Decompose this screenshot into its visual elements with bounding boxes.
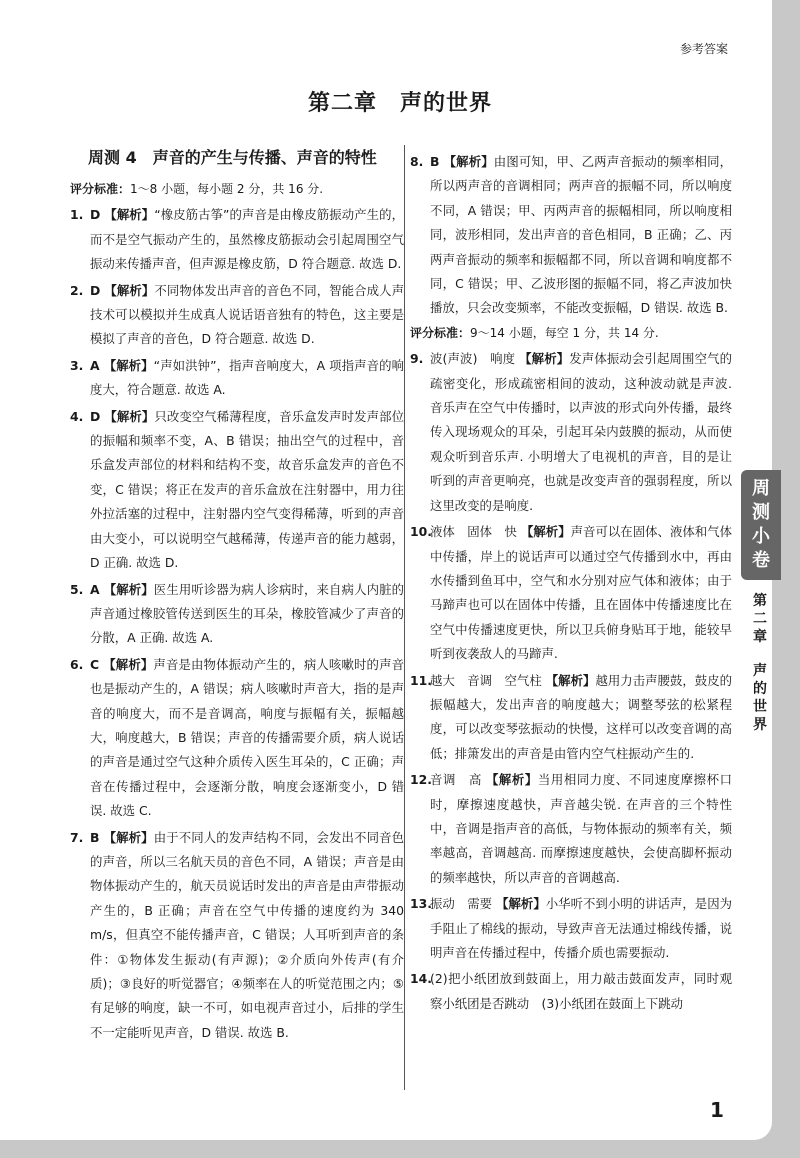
answer-item [70,653,404,824]
analysis-tag: 【解析】 [485,772,538,788]
side-chapter-label: 第二章 声的世界 [753,593,767,733]
answer-number: 6. [70,656,84,672]
answer-explanation: “橡皮筋古筝”的声音是由橡皮筋振动产生的，而不是空气振动产生的，虽然橡皮筋振动会引起周围空气振动来传播声音，但声源是橡皮筋，D 符合题意. 故选 D. [90,207,404,272]
scoring-standard-1: 评分标准：1～8 小题，每小题 2 分，共 16 分. [70,182,324,196]
analysis-tag: 【解析】 [103,656,154,672]
answer-fill: 振动 需要 [430,896,493,912]
header-section-label: 参考答案 [679,42,728,56]
analysis-tag: 【解析】 [103,581,154,597]
chapter-title: 第二章 声的世界 [307,91,492,116]
answer-list-right-b [410,347,732,1016]
answer-item [410,150,732,321]
answer-number: 9. [410,351,424,367]
answer-explanation: 当用相同力度、不同速度摩擦杯口时，摩擦速度越快，声音越尖锐. 在声音的三个特性中，音调是指声音的高低，与物体振动的频率有关，频率越高，音调越高. 而摩擦速度越快，会使高脚杯振动的频率越快，所以声音的音调越高. [430,772,733,885]
answer-choice: D [90,207,101,223]
answer-item [410,967,732,1016]
answer-item [410,892,732,965]
analysis-tag: 【解析】 [103,829,154,845]
answer-item [410,520,732,666]
analysis-tag: 【解析】 [103,357,154,373]
answer-explanation: 声音是由物体振动产生的，病人咳嗽时的声音也是振动产生的，A 错误；病人咳嗽时声音大，指的是声音的响度大，而不是音调高，响度与振幅有关，振幅越大，响度越大，B 错误；声音的传播需要介质，病人说话的声音是通过空气这种介质传入医生耳朵的，C 正确；声音在传播过程中，会逐渐分散，响度会逐渐变小，D 错误. 故选 C. [90,656,405,819]
answer-item [410,768,732,890]
answer-explanation: 由于不同人的发声结构不同，会发出不同音色的声音，所以三名航天员的音色不同，A 错误；声音是由物体振动产生的，航天员说话时发出的声音是由声带振动产生的，B 正确；声音在空气中传播的速度约为 340 m/s，但真空不能传播声音，C 错误；人耳听到声音的条件：①物体发生振动(有声源)；②介质向外传声(有介质)；③良好的听觉器官；④频率在人的听觉范围之内；⑤有足够的响度，缺一不可，如电视声音过小，后排的学生不一定能听见声音，D 错误. 故选 B. [90,829,405,1040]
page-number: 1 [710,1098,724,1122]
answer-number: 11. [410,672,432,688]
answer-fill: 越大 音调 空气柱 [430,672,542,688]
answer-number: 14. [410,971,432,987]
analysis-tag: 【解析】 [545,672,596,688]
answer-number: 13. [410,896,432,912]
answer-number: 8. [410,154,424,169]
analysis-tag: 【解析】 [104,282,155,298]
answer-explanation: 声音可以在固体、液体和气体中传播，岸上的说话声可以通过空气传播到水中，再由水传播到鱼耳中，空气和水分别对应气体和液体；由于马蹄声也可以在固体中传播，且在固体中传播速度比在空气中传播速度更快，所以卫兵俯身贴耳于地，能较早听到夜袭敌人的马蹄声. [430,524,733,662]
answer-explanation: 小华听不到小明的讲话声，是因为手阻止了棉线的振动，导致声音无法通过棉线传播，说明声音在传播过程中，传播介质也需要振动. [430,896,733,960]
answer-item [70,578,404,651]
answer-choice: A [90,357,100,373]
scoring-standard-2: 评分标准：9～14 小题，每空 1 分，共 14 分. [410,325,659,340]
answer-item [410,669,732,767]
answer-list-left [70,203,404,1045]
answer-choice: A [90,581,100,597]
answer-fill: 液体 固体 快 [430,524,517,540]
answer-explanation: 只改变空气稀薄程度，音乐盒发声时发声部位的振幅和频率不变，A、B 错误；抽出空气的过程中，音乐盒发声部位的材料和结构不变，故音乐盒发声的音色不变，C 错误；将正在发声的音乐盒放在注射器中，用力往外拉活塞的过程中，注射器内空气变得稀薄，听到的声音由大变小，可以说明空气越稀薄，传递声音的能力越弱，D 正确. 故选 D. [90,408,405,571]
answer-explanation: “声如洪钟”，指声音响度大，A 项指声音的响度大，符合题意. 故选 A. [90,357,404,398]
answer-number: 7. [70,829,84,845]
answer-choice: B [90,829,100,845]
answer-choice: C [90,656,100,672]
answer-fill: 音调 高 [430,772,482,788]
answer-explanation: (2)把小纸团放到鼓面上，用力敲击鼓面发声，同时观察小纸团是否跳动 (3)小纸团在鼓面上下跳动 [430,971,732,1011]
answer-item [70,203,404,276]
answer-number: 10. [410,524,432,540]
answer-number: 1. [70,207,84,223]
section-title: 周测 4 声音的产生与传播、声音的特性 [88,148,377,167]
analysis-tag: 【解析】 [443,154,494,169]
answer-explanation: 医生用听诊器为病人诊病时，来自病人内脏的声音通过橡胶管传送到医生的耳朵，橡胶管减少了声音的分散，A 正确. 故选 A. [90,581,405,646]
analysis-tag: 【解析】 [519,351,570,367]
answer-item [70,405,404,576]
left-column [70,148,404,1045]
analysis-tag: 【解析】 [520,524,571,540]
answer-explanation: 不同物体发出声音的音色不同，智能合成人声技术可以模拟并生成真人说话语音独有的特色，这主要是模拟了声音的音色，D 符合题意. 故选 D. [90,282,405,347]
answer-item [410,347,732,518]
analysis-tag: 【解析】 [496,896,546,912]
answer-item [70,826,404,1046]
side-tab-weekly-test: 周 测 小 卷 [741,470,781,580]
answer-item [70,354,404,403]
answer-number: 4. [70,408,84,424]
answer-explanation: 由图可知，甲、乙两声音振动的频率相同，所以两声音的音调相同；两声音的振幅不同，所以响度不同，A 错误；甲、丙两声音的振幅相同，所以响度相同，波形相同，发出声音的音色相同，B 正确；乙、丙两声音振动的频率和振幅都不同，所以音调和响度都不同，C 错误；甲、乙波形图的振幅不同，将乙声波加快播放，只会改变频率，不能改变振幅，D 错误. 故选 B. [430,154,733,316]
analysis-tag: 【解析】 [104,207,155,223]
answer-choice: B [430,154,440,169]
answer-item [70,279,404,352]
answer-number: 12. [410,772,432,788]
answer-choice: D [90,408,101,424]
answer-fill: 波(声波) 响度 [430,351,516,367]
answer-number: 5. [70,581,84,597]
answer-explanation: 发声体振动会引起周围空气的疏密变化，形成疏密相间的波动，这种波动就是声波. 音乐声在空气中传播时，以声波的形式向外传播，最终传入现场观众的耳朵，引起耳朵内鼓膜的振动，从而使观众听到音乐声. 小明增大了电视机的声音，目的是让听到的声音更响亮，也就是改变声音的强弱程度，所以这里改变的是响度. [430,351,733,513]
answer-explanation: 越用力击声腰鼓，鼓皮的振幅越大，发出声音的响度越大；调整琴弦的松紧程度，可以改变琴弦振动的快慢，这样可以改变音调的高低；排箫发出的声音是由管内空气柱振动产生的. [430,672,733,761]
answer-choice: D [90,282,101,298]
answer-number: 2. [70,282,84,298]
analysis-tag: 【解析】 [104,408,155,424]
column-divider [404,145,405,1090]
right-column [410,148,732,1016]
answer-number: 3. [70,357,84,373]
answer-list-right-a [410,150,732,321]
